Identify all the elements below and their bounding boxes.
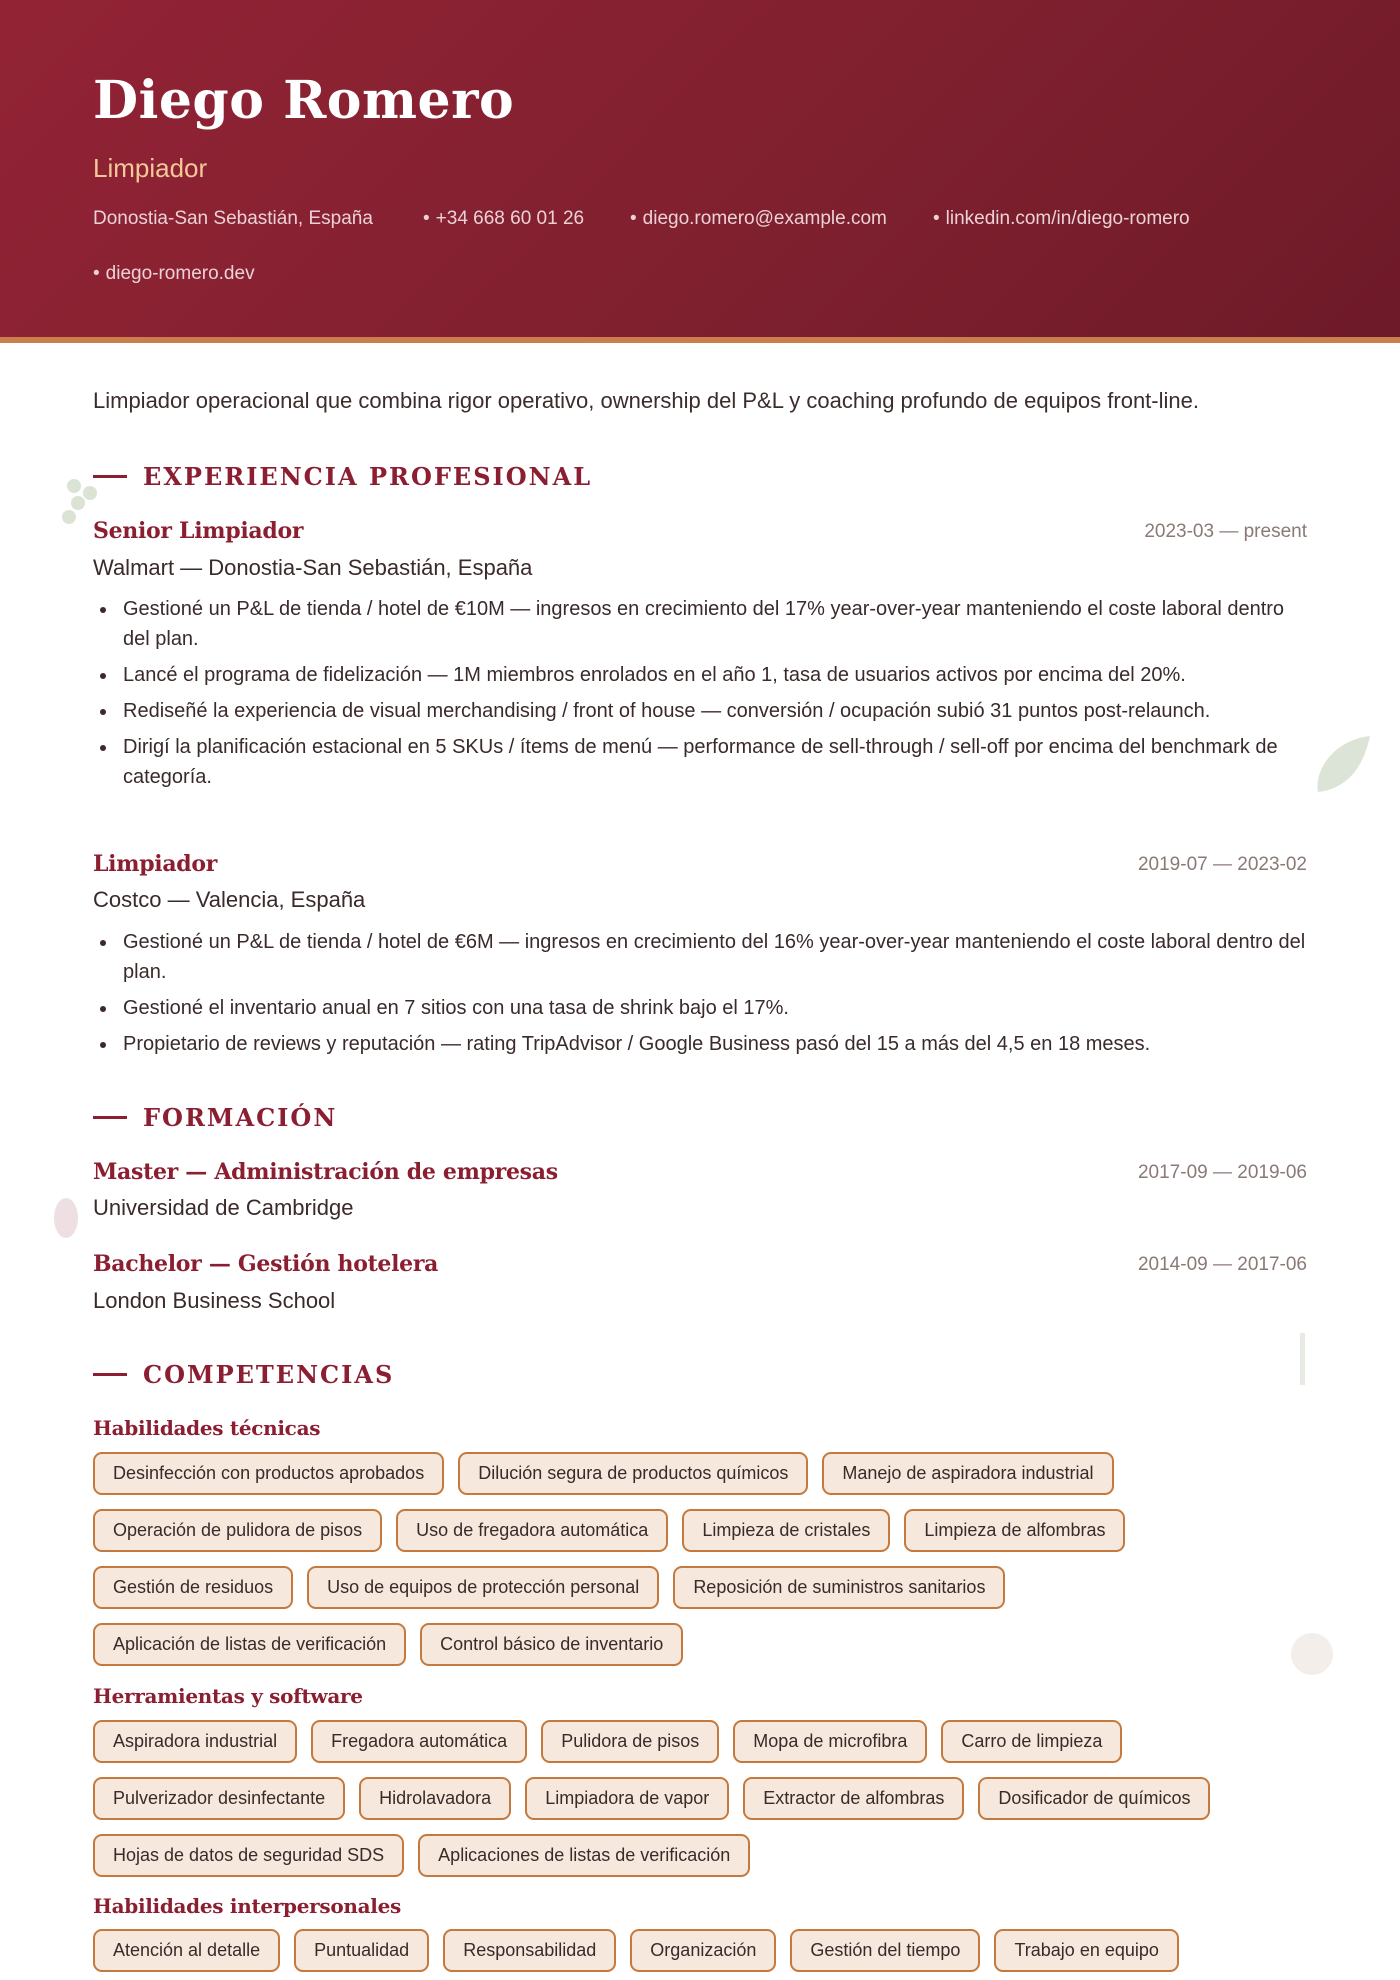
- skills-group-title: Herramientas y software: [93, 1684, 363, 1708]
- line-decoration: [1300, 1333, 1305, 1385]
- education-section-title: FORMACIÓN: [93, 1103, 337, 1132]
- soft-skill-chip: Atención al detalle: [93, 1929, 280, 1972]
- job-title: Senior Limpiador: [93, 518, 304, 544]
- skill-chip: Desinfección con productos aprobados: [93, 1452, 444, 1495]
- section-bar: [93, 475, 127, 478]
- tool-chip: Carro de limpieza: [941, 1720, 1122, 1763]
- job-company: Costco — Valencia, España: [93, 887, 366, 912]
- experience-section-title: EXPERIENCIA PROFESIONAL: [93, 462, 592, 491]
- job-dates: 2019-07 — 2023-02: [1137, 854, 1307, 875]
- list-item: Lancé el programa de fidelización — 1M miembros enrolados en el año 1, tasa de usuarios activos por encima del 20%.: [93, 660, 1313, 690]
- tool-chip: Pulidora de pisos: [541, 1720, 719, 1763]
- job-bullets: [93, 927, 1313, 1065]
- list-item: Dirigí la planificación estacional en 5 SKUs / ítems de menú — performance de sell-through / sell-off por encima del benchmark de categoría.: [93, 732, 1313, 792]
- section-bar: [93, 1116, 127, 1119]
- skill-chip: Manejo de aspiradora industrial: [822, 1452, 1113, 1495]
- skill-chip: Reposición de suministros sanitarios: [673, 1566, 1005, 1609]
- website-link[interactable]: diego-romero.dev: [105, 263, 255, 284]
- tool-chip: Dosificador de químicos: [978, 1777, 1210, 1820]
- contact-email[interactable]: [630, 208, 887, 230]
- candidate-role: Limpiador: [93, 153, 208, 183]
- soft-skill-chip: Puntualidad: [294, 1929, 429, 1972]
- skill-chip: Uso de equipos de protección personal: [307, 1566, 659, 1609]
- tool-chip: Hojas de datos de seguridad SDS: [93, 1834, 404, 1877]
- leaf-decoration-icon: [1312, 730, 1372, 800]
- soft-skills-chip-list: [93, 1929, 1323, 1972]
- tool-chip: Pulverizador desinfectante: [93, 1777, 345, 1820]
- tool-chip: Hidrolavadora: [359, 1777, 511, 1820]
- skill-chip: Limpieza de alfombras: [904, 1509, 1125, 1552]
- job-title: Limpiador: [93, 851, 218, 877]
- tool-chip: Fregadora automática: [311, 1720, 527, 1763]
- degree-dates: 2014-09 — 2017-06: [1137, 1254, 1307, 1275]
- contact-linkedin[interactable]: [933, 208, 1190, 230]
- bullet-icon: •: [630, 208, 637, 229]
- candidate-name: Diego Romero: [93, 70, 515, 131]
- soft-skill-chip: Gestión del tiempo: [790, 1929, 980, 1972]
- skill-chip: Aplicación de listas de verificación: [93, 1623, 406, 1666]
- bullet-icon: •: [423, 208, 430, 229]
- tool-chip: Mopa de microfibra: [733, 1720, 927, 1763]
- location-text: Donostia-San Sebastián, España: [93, 208, 373, 229]
- contact-phone: [423, 208, 584, 230]
- list-item: Gestioné un P&L de tienda / hotel de €6M — ingresos en crecimiento del 16% year-over-year manteniendo el coste laboral dentro del plan.: [93, 927, 1313, 987]
- skills-group-title: Habilidades técnicas: [93, 1416, 321, 1440]
- skills-section-title: COMPETENCIAS: [93, 1360, 394, 1389]
- list-item: Propietario de reviews y reputación — rating TripAdvisor / Google Business pasó del 15 a más del 4,5 en 18 meses.: [93, 1029, 1313, 1059]
- degree-dates: 2017-09 — 2019-06: [1137, 1162, 1307, 1183]
- tool-chip: Extractor de alfombras: [743, 1777, 964, 1820]
- linkedin-link[interactable]: linkedin.com/in/diego-romero: [945, 208, 1190, 229]
- list-item: Rediseñé la experiencia de visual merchandising / front of house — conversión / ocupación subió 31 puntos post-relaunch.: [93, 696, 1313, 726]
- soft-skill-chip: Organización: [630, 1929, 776, 1972]
- skill-chip: Control básico de inventario: [420, 1623, 683, 1666]
- header-divider: [0, 337, 1400, 343]
- skill-chip: Operación de pulidora de pisos: [93, 1509, 382, 1552]
- list-item: Gestioné un P&L de tienda / hotel de €10M — ingresos en crecimiento del 17% year-over-year manteniendo el coste laboral dentro del plan.: [93, 594, 1313, 654]
- skills-chip-list: [93, 1452, 1323, 1666]
- degree-title: Bachelor — Gestión hotelera: [93, 1251, 439, 1277]
- school-name: London Business School: [93, 1288, 336, 1313]
- job-dates: 2023-03 — present: [1144, 521, 1307, 542]
- tool-chip: Limpiadora de vapor: [525, 1777, 729, 1820]
- bullet-icon: •: [93, 263, 100, 284]
- summary-text: Limpiador operacional que combina rigor operativo, ownership del P&L y coaching profundo de equipos front-line.: [93, 388, 1199, 413]
- tool-chip: Aspiradora industrial: [93, 1720, 297, 1763]
- soft-skill-chip: Responsabilidad: [443, 1929, 616, 1972]
- contact-website[interactable]: [93, 263, 255, 285]
- tools-chip-list: [93, 1720, 1323, 1877]
- tool-chip: Aplicaciones de listas de verificación: [418, 1834, 750, 1877]
- email-link[interactable]: diego.romero@example.com: [642, 208, 887, 229]
- school-name: Universidad de Cambridge: [93, 1195, 354, 1220]
- skills-group-title: Habilidades interpersonales: [93, 1894, 401, 1918]
- soft-skill-chip: Trabajo en equipo: [994, 1929, 1178, 1972]
- phone-text: +34 668 60 01 26: [435, 208, 585, 229]
- skill-chip: Uso de fregadora automática: [396, 1509, 668, 1552]
- skill-chip: Dilución segura de productos químicos: [458, 1452, 808, 1495]
- list-item: Gestioné el inventario anual en 7 sitios con una tasa de shrink bajo el 17%.: [93, 993, 1313, 1023]
- section-bar: [93, 1373, 127, 1376]
- contact-location: [93, 208, 373, 230]
- job-company: Walmart — Donostia-San Sebastián, España: [93, 555, 533, 580]
- skill-chip: Limpieza de cristales: [682, 1509, 890, 1552]
- job-bullets: [93, 594, 1313, 798]
- skill-chip: Gestión de residuos: [93, 1566, 293, 1609]
- petal-decoration-icon: [50, 1195, 82, 1241]
- resume-header: [0, 0, 1400, 337]
- bullet-icon: •: [933, 208, 940, 229]
- degree-title: Master — Administración de empresas: [93, 1159, 558, 1185]
